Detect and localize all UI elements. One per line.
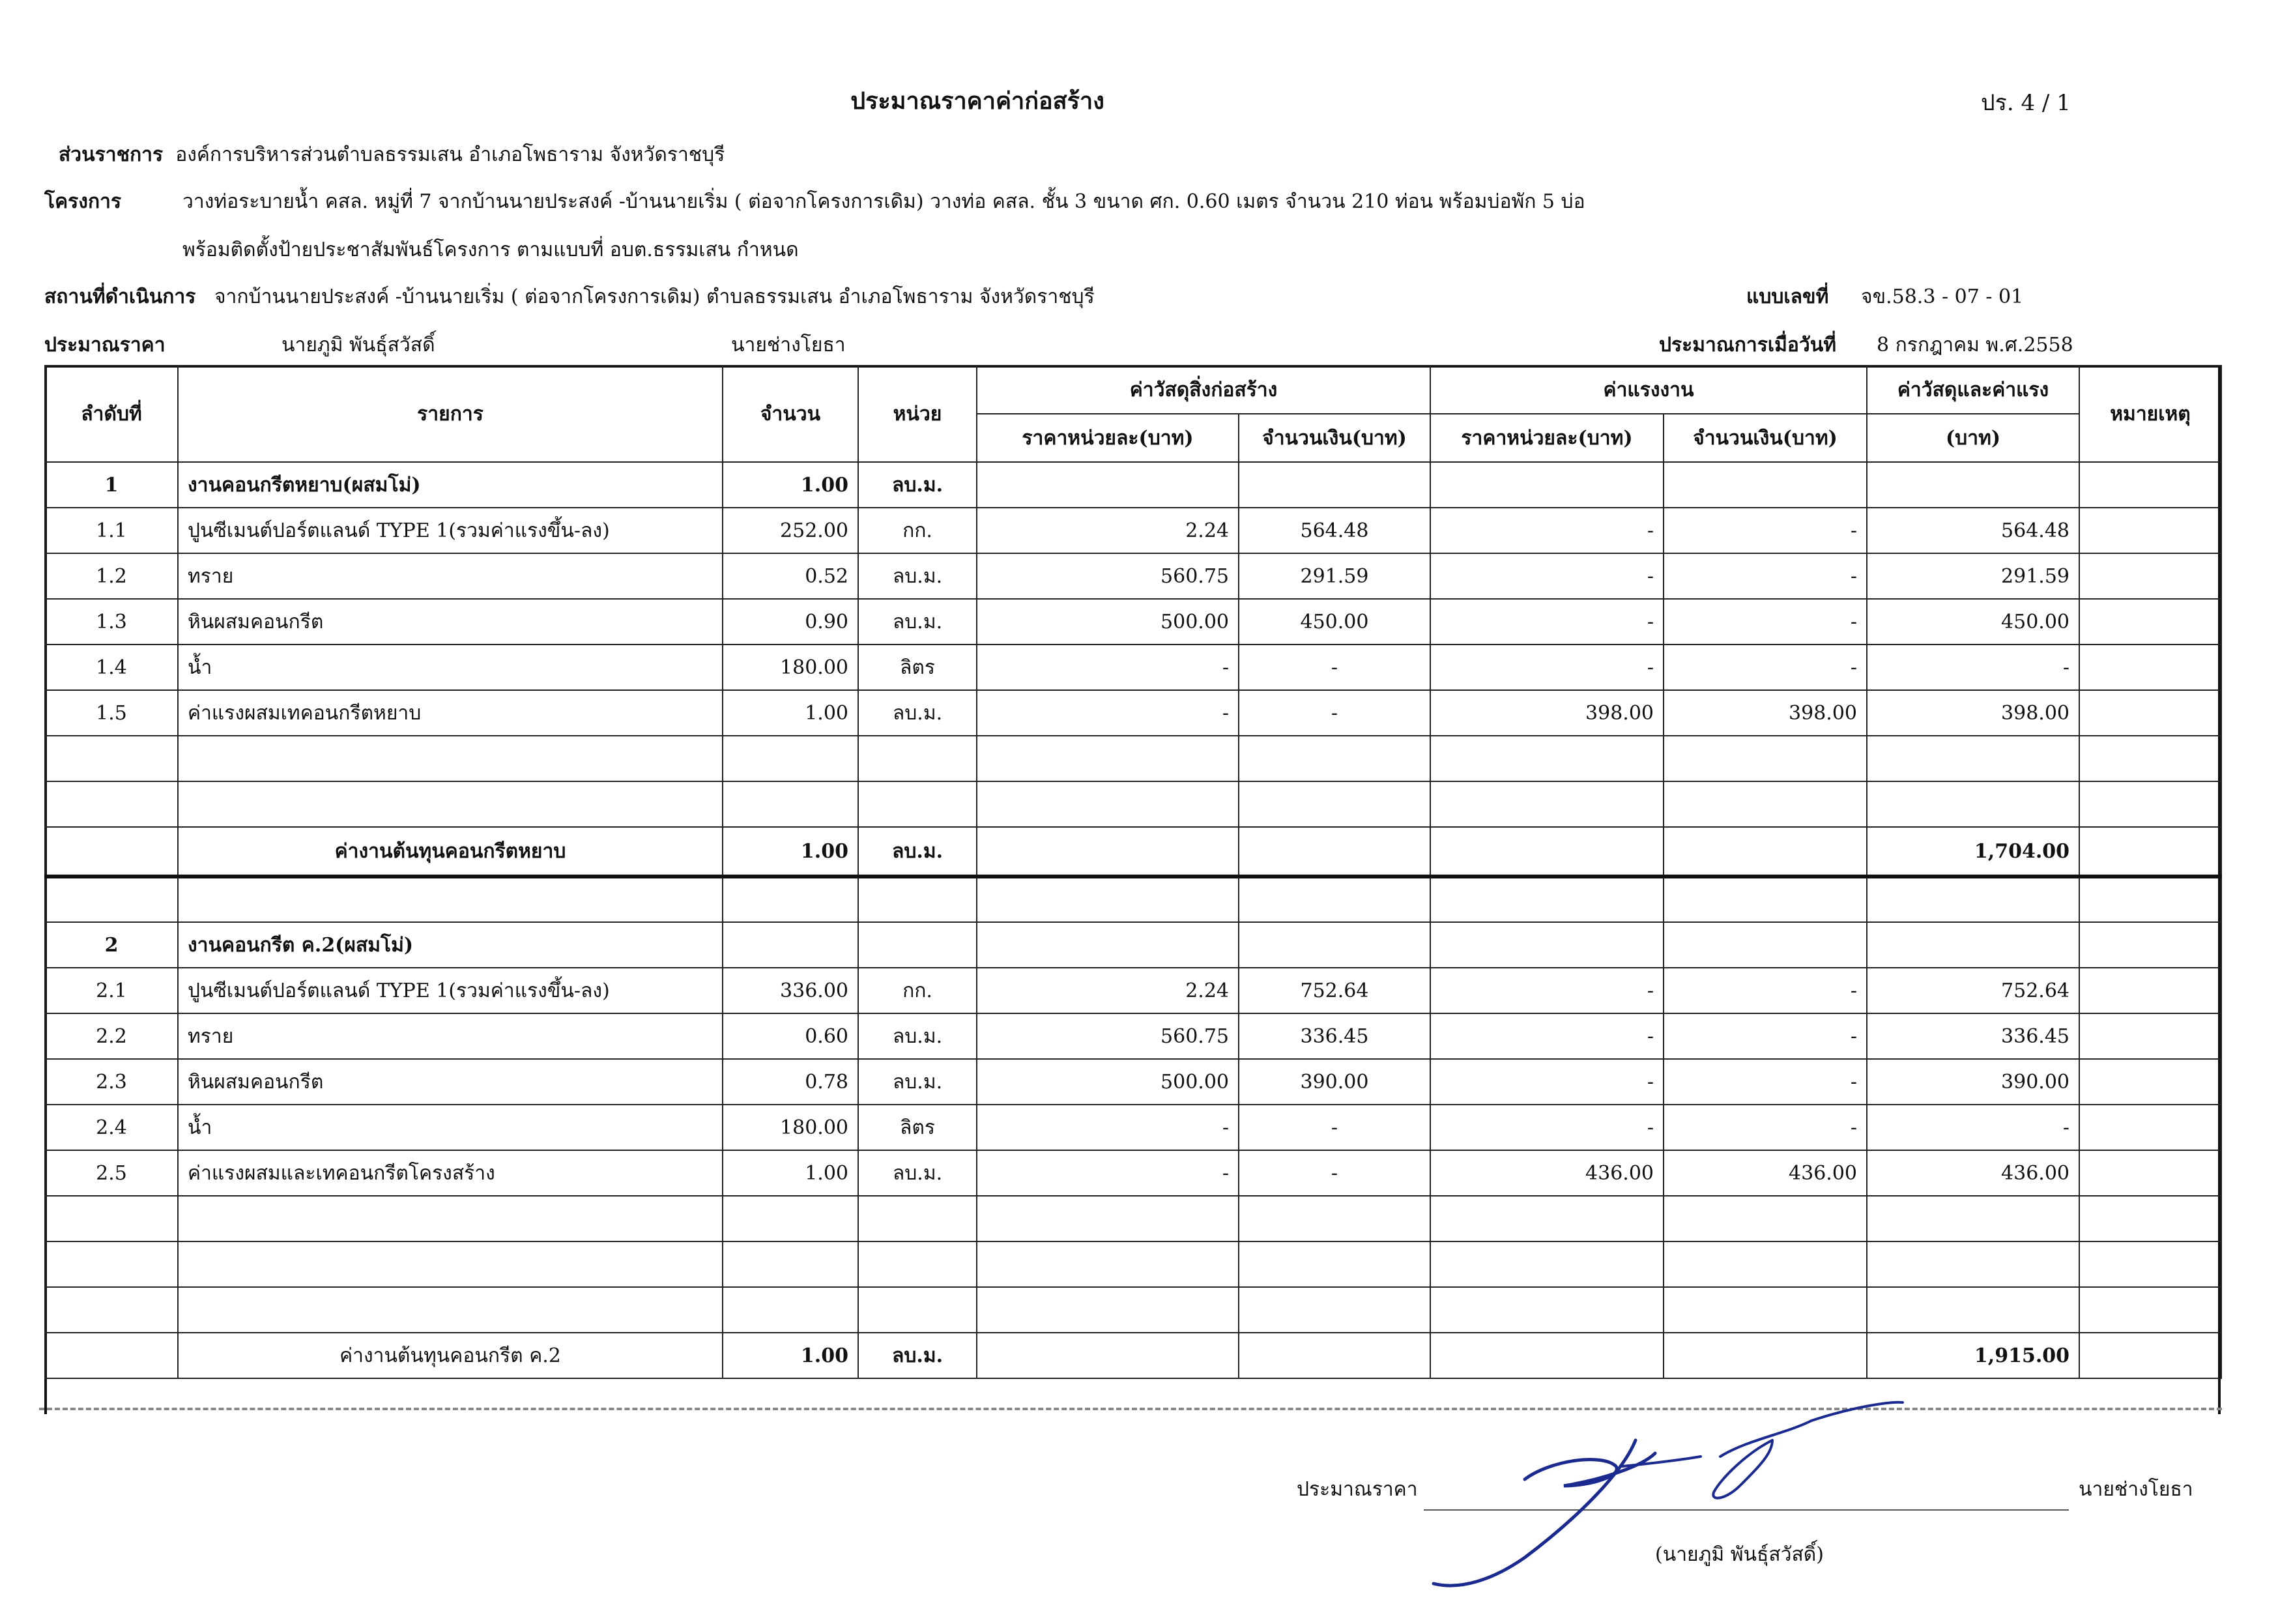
estimator-name: นายภูมิ พันธุ์สวัสดิ์ — [281, 334, 435, 356]
empty-cell — [178, 736, 723, 781]
cell-qty: 0.60 — [723, 1013, 858, 1059]
empty-cell — [1430, 827, 1664, 877]
cell-item: ค่าแรงผสมและเทคอนกรีตโครงสร้าง — [178, 1150, 723, 1196]
empty-cell — [45, 1287, 178, 1333]
empty-cell — [977, 736, 1239, 781]
header-item: รายการ — [178, 366, 723, 462]
cell-no: 2.3 — [45, 1059, 178, 1105]
subtotal-unit: ลบ.ม. — [858, 1333, 977, 1378]
cell-labor-amount: - — [1664, 508, 1867, 553]
cell-no: 1.2 — [45, 553, 178, 599]
estimator-label: ประมาณราคา — [44, 334, 166, 356]
project-label: โครงการ — [44, 190, 122, 213]
empty-cell — [45, 1241, 178, 1287]
cell-labor-unit-price — [1430, 462, 1664, 508]
cell-labor-unit-price: - — [1430, 599, 1664, 645]
cell-material-amount: - — [1239, 690, 1430, 736]
plan-number-label: แบบเลขที่ — [1746, 285, 1829, 308]
empty-cell — [1430, 736, 1664, 781]
empty-cell — [1867, 877, 2079, 922]
cell-labor-amount: - — [1664, 1013, 1867, 1059]
cell-qty: 180.00 — [723, 1105, 858, 1150]
empty-cell — [1664, 1287, 1867, 1333]
empty-row — [45, 1287, 2221, 1333]
subtotal-qty: 1.00 — [723, 1333, 858, 1378]
estimate-date-value: 8 กรกฎาคม พ.ศ.2558 — [1877, 334, 2073, 356]
cell-unit: ลบ.ม. — [858, 462, 977, 508]
empty-cell — [1239, 1333, 1430, 1378]
cell-item: งานคอนกรีต ค.2(ผสมโม่) — [178, 922, 723, 968]
cell-item: ปูนซีเมนต์ปอร์ตแลนด์ TYPE 1(รวมค่าแรงขึ้น-ลง) — [178, 968, 723, 1013]
cell-material-amount — [1239, 462, 1430, 508]
cell-unit: ลบ.ม. — [858, 553, 977, 599]
empty-row — [45, 877, 2221, 922]
empty-row — [45, 736, 2221, 781]
signature-left-label: ประมาณราคา — [1297, 1478, 1418, 1501]
cell-remark — [2079, 690, 2221, 736]
table-row — [45, 508, 2221, 553]
cell-labor-unit-price: - — [1430, 553, 1664, 599]
empty-cell — [1664, 1196, 1867, 1241]
table-row — [45, 553, 2221, 599]
subtotal-total: 1,704.00 — [1867, 827, 2079, 877]
cell-labor-unit-price: 398.00 — [1430, 690, 1664, 736]
plan-number-value: จข.58.3 - 07 - 01 — [1861, 285, 2024, 308]
cell-item: น้ำ — [178, 645, 723, 690]
empty-row — [45, 1196, 2221, 1241]
cell-total: 436.00 — [1867, 1150, 2079, 1196]
empty-cell — [178, 781, 723, 827]
table-row — [45, 462, 2221, 508]
header-labor-unit-price: ราคาหน่วยละ(บาท) — [1430, 414, 1664, 462]
document-title: ประมาณราคาค่าก่อสร้าง — [850, 87, 1104, 115]
cost-estimate-table — [44, 365, 2222, 1379]
cell-item: ปูนซีเมนต์ปอร์ตแลนด์ TYPE 1(รวมค่าแรงขึ้น-ลง) — [178, 508, 723, 553]
cell-total: - — [1867, 645, 2079, 690]
cell-no: 2.4 — [45, 1105, 178, 1150]
cell-qty: 1.00 — [723, 690, 858, 736]
empty-cell — [2079, 736, 2221, 781]
cell-labor-amount: - — [1664, 1059, 1867, 1105]
subtotal-row — [45, 827, 2221, 877]
agency-row — [59, 139, 725, 170]
empty-cell — [45, 827, 178, 877]
empty-cell — [858, 1241, 977, 1287]
cell-remark — [2079, 599, 2221, 645]
estimate-date-label: ประมาณการเมื่อวันที่ — [1659, 334, 1837, 356]
table-row — [45, 1150, 2221, 1196]
cell-material-unit-price: - — [977, 645, 1239, 690]
empty-cell — [1867, 1287, 2079, 1333]
cell-total: 390.00 — [1867, 1059, 2079, 1105]
empty-cell — [1664, 877, 1867, 922]
cell-unit: ลิตร — [858, 1105, 977, 1150]
empty-cell — [1239, 827, 1430, 877]
empty-cell — [45, 1333, 178, 1378]
cell-unit: ลบ.ม. — [858, 1013, 977, 1059]
cell-material-amount — [1239, 922, 1430, 968]
header-labor-amount: จำนวนเงิน(บาท) — [1664, 414, 1867, 462]
cell-remark — [2079, 553, 2221, 599]
cell-unit: ลบ.ม. — [858, 599, 977, 645]
cell-no: 2.5 — [45, 1150, 178, 1196]
subtotal-unit: ลบ.ม. — [858, 827, 977, 877]
cell-remark — [2079, 462, 2221, 508]
empty-cell — [1239, 877, 1430, 922]
cell-qty: 180.00 — [723, 645, 858, 690]
table-row — [45, 922, 2221, 968]
empty-cell — [178, 1287, 723, 1333]
header-material: ค่าวัสดุสิ่งก่อสร้าง — [977, 366, 1430, 414]
cell-no: 2 — [45, 922, 178, 968]
cell-material-amount: 564.48 — [1239, 508, 1430, 553]
empty-cell — [977, 877, 1239, 922]
cell-unit: ลบ.ม. — [858, 1150, 977, 1196]
table-row — [45, 1013, 2221, 1059]
table-row — [45, 645, 2221, 690]
location-value: จากบ้านนายประสงค์ -บ้านนายเริ่ม ( ต่อจากโครงการเดิม) ตำบลธรรมเสน อำเภอโพธาราม จังหวัดราชบุรี — [214, 285, 1095, 308]
empty-cell — [723, 1287, 858, 1333]
cell-labor-unit-price: - — [1430, 1059, 1664, 1105]
header-material-unit-price: ราคาหน่วยละ(บาท) — [977, 414, 1239, 462]
signature-right-label: นายช่างโยธา — [2079, 1478, 2193, 1501]
cell-labor-unit-price: - — [1430, 968, 1664, 1013]
cell-no: 2.2 — [45, 1013, 178, 1059]
form-number: ปร. 4 / 1 — [1981, 90, 2071, 116]
cell-labor-unit-price: - — [1430, 508, 1664, 553]
agency-label: ส่วนราชการ — [59, 143, 164, 166]
empty-cell — [1430, 1241, 1664, 1287]
cell-labor-unit-price: - — [1430, 1013, 1664, 1059]
cell-material-amount: - — [1239, 1150, 1430, 1196]
cell-qty: 1.00 — [723, 462, 858, 508]
cell-remark — [2079, 968, 2221, 1013]
cell-total: 450.00 — [1867, 599, 2079, 645]
empty-cell — [858, 877, 977, 922]
empty-cell — [1239, 781, 1430, 827]
empty-cell — [2079, 1241, 2221, 1287]
cell-material-unit-price: - — [977, 1105, 1239, 1150]
location-row — [44, 282, 1095, 312]
cell-total: 398.00 — [1867, 690, 2079, 736]
empty-cell — [2079, 1287, 2221, 1333]
cell-no: 1.4 — [45, 645, 178, 690]
empty-cell — [1867, 1241, 2079, 1287]
cell-remark — [2079, 1059, 2221, 1105]
empty-cell — [723, 1241, 858, 1287]
cell-labor-amount: - — [1664, 553, 1867, 599]
cell-item: หินผสมคอนกรีต — [178, 1059, 723, 1105]
cell-item: งานคอนกรีตหยาบ(ผสมโม่) — [178, 462, 723, 508]
empty-cell — [1430, 781, 1664, 827]
cell-labor-amount: - — [1664, 599, 1867, 645]
subtotal-row — [45, 1333, 2221, 1378]
cell-remark — [2079, 508, 2221, 553]
empty-row — [45, 1241, 2221, 1287]
empty-cell — [1239, 736, 1430, 781]
header-qty: จำนวน — [723, 366, 858, 462]
empty-cell — [723, 736, 858, 781]
cell-no: 2.1 — [45, 968, 178, 1013]
cell-remark — [2079, 1105, 2221, 1150]
empty-cell — [1239, 1287, 1430, 1333]
empty-cell — [977, 827, 1239, 877]
header-remark: หมายเหตุ — [2079, 366, 2221, 462]
cell-qty: 0.52 — [723, 553, 858, 599]
empty-cell — [2079, 827, 2221, 877]
cell-unit: ลบ.ม. — [858, 1059, 977, 1105]
empty-cell — [178, 1196, 723, 1241]
cell-total: 336.45 — [1867, 1013, 2079, 1059]
empty-cell — [977, 1333, 1239, 1378]
cell-item: ค่าแรงผสมเทคอนกรีตหยาบ — [178, 690, 723, 736]
empty-cell — [858, 781, 977, 827]
cell-material-amount: 752.64 — [1239, 968, 1430, 1013]
cell-no: 1.1 — [45, 508, 178, 553]
header-labor: ค่าแรงงาน — [1430, 366, 1867, 414]
empty-cell — [2079, 781, 2221, 827]
cell-total: 752.64 — [1867, 968, 2079, 1013]
cell-qty: 0.90 — [723, 599, 858, 645]
empty-cell — [45, 1196, 178, 1241]
cell-unit: กก. — [858, 508, 977, 553]
table-body — [45, 462, 2221, 1378]
cell-total — [1867, 462, 2079, 508]
empty-cell — [977, 781, 1239, 827]
cell-remark — [2079, 1013, 2221, 1059]
cell-no: 1.3 — [45, 599, 178, 645]
estimator-position: นายช่างโยธา — [731, 334, 846, 356]
empty-cell — [45, 877, 178, 922]
cell-labor-amount: - — [1664, 645, 1867, 690]
empty-cell — [45, 781, 178, 827]
empty-cell — [723, 1196, 858, 1241]
empty-cell — [1664, 736, 1867, 781]
cell-material-unit-price: 2.24 — [977, 508, 1239, 553]
cell-no: 1 — [45, 462, 178, 508]
cell-qty: 0.78 — [723, 1059, 858, 1105]
cell-unit: กก. — [858, 968, 977, 1013]
cell-material-amount: 336.45 — [1239, 1013, 1430, 1059]
empty-cell — [1664, 827, 1867, 877]
table-row — [45, 1105, 2221, 1150]
cell-material-unit-price — [977, 922, 1239, 968]
table-row — [45, 968, 2221, 1013]
agency-value: องค์การบริหารส่วนตำบลธรรมเสน อำเภอโพธาราม จังหวัดราชบุรี — [175, 143, 725, 166]
cell-unit — [858, 922, 977, 968]
header-unit: หน่วย — [858, 366, 977, 462]
subtotal-qty: 1.00 — [723, 827, 858, 877]
cell-item: หินผสมคอนกรีต — [178, 599, 723, 645]
cell-material-unit-price: 560.75 — [977, 1013, 1239, 1059]
cell-labor-amount: - — [1664, 1105, 1867, 1150]
header-material-amount: จำนวนเงิน(บาท) — [1239, 414, 1430, 462]
cell-total — [1867, 922, 2079, 968]
empty-cell — [1430, 1287, 1664, 1333]
cell-remark — [2079, 645, 2221, 690]
empty-cell — [723, 877, 858, 922]
empty-cell — [178, 877, 723, 922]
cell-material-amount: 390.00 — [1239, 1059, 1430, 1105]
empty-cell — [858, 1287, 977, 1333]
cell-qty: 1.00 — [723, 1150, 858, 1196]
handwritten-signature — [1407, 1395, 1916, 1590]
empty-cell — [977, 1287, 1239, 1333]
cell-labor-amount: - — [1664, 968, 1867, 1013]
empty-cell — [178, 1241, 723, 1287]
cell-labor-unit-price: - — [1430, 645, 1664, 690]
empty-cell — [2079, 877, 2221, 922]
subtotal-label: ค่างานต้นทุนคอนกรีต ค.2 — [178, 1333, 723, 1378]
cell-material-amount: - — [1239, 1105, 1430, 1150]
empty-cell — [1430, 877, 1664, 922]
cell-material-unit-price: - — [977, 1150, 1239, 1196]
empty-cell — [2079, 1196, 2221, 1241]
location-label: สถานที่ดำเนินการ — [44, 285, 196, 308]
cell-item: ทราย — [178, 553, 723, 599]
table-row — [45, 1059, 2221, 1105]
cell-labor-unit-price: - — [1430, 1105, 1664, 1150]
table-row — [45, 599, 2221, 645]
empty-cell — [1867, 1196, 2079, 1241]
empty-cell — [1867, 736, 2079, 781]
empty-cell — [1239, 1241, 1430, 1287]
cell-item: น้ำ — [178, 1105, 723, 1150]
project-line-2: พร้อมติดตั้งป้ายประชาสัมพันธ์โครงการ ตามแบบที่ อบต.ธรรมเสน กำหนด — [182, 239, 799, 261]
empty-cell — [723, 781, 858, 827]
empty-cell — [977, 1241, 1239, 1287]
cell-unit: ลิตร — [858, 645, 977, 690]
subtotal-label: ค่างานต้นทุนคอนกรีตหยาบ — [178, 827, 723, 877]
cell-qty: 336.00 — [723, 968, 858, 1013]
empty-cell — [1664, 1333, 1867, 1378]
empty-row — [45, 781, 2221, 827]
cell-unit: ลบ.ม. — [858, 690, 977, 736]
cell-total: 291.59 — [1867, 553, 2079, 599]
cell-material-amount: 450.00 — [1239, 599, 1430, 645]
cell-remark — [2079, 1150, 2221, 1196]
cell-no: 1.5 — [45, 690, 178, 736]
empty-cell — [1664, 781, 1867, 827]
empty-cell — [858, 1196, 977, 1241]
cell-material-unit-price: 500.00 — [977, 1059, 1239, 1105]
cell-material-amount: 291.59 — [1239, 553, 1430, 599]
header-no: ลำดับที่ — [45, 366, 178, 462]
cell-labor-amount — [1664, 922, 1867, 968]
cell-material-unit-price — [977, 462, 1239, 508]
cell-material-unit-price: - — [977, 690, 1239, 736]
cell-total: 564.48 — [1867, 508, 2079, 553]
project-line-1: วางท่อระบายน้ำ คสล. หมู่ที่ 7 จากบ้านนายประสงค์ -บ้านนายเริ่ม ( ต่อจากโครงการเดิม) วางท่อ คสล. ชั้น 3 ขนาด ศก. 0.60 เมตร จำนวน 210 ท่อน พร้อมบ่อพัก 5 บ่อ — [182, 190, 1585, 213]
signer-name: (นายภูมิ พันธุ์สวัสดิ์) — [1655, 1543, 1824, 1566]
subtotal-total: 1,915.00 — [1867, 1333, 2079, 1378]
empty-cell — [1867, 781, 2079, 827]
empty-cell — [1664, 1241, 1867, 1287]
cell-qty: 252.00 — [723, 508, 858, 553]
cell-labor-unit-price — [1430, 922, 1664, 968]
empty-cell — [1430, 1333, 1664, 1378]
empty-cell — [1239, 1196, 1430, 1241]
cell-material-amount: - — [1239, 645, 1430, 690]
cell-labor-amount — [1664, 462, 1867, 508]
cell-labor-amount: 398.00 — [1664, 690, 1867, 736]
empty-cell — [45, 736, 178, 781]
header-total: ค่าวัสดุและค่าแรง — [1867, 366, 2079, 414]
cell-total: - — [1867, 1105, 2079, 1150]
empty-cell — [858, 736, 977, 781]
cell-labor-unit-price: 436.00 — [1430, 1150, 1664, 1196]
cell-material-unit-price: 2.24 — [977, 968, 1239, 1013]
cell-labor-amount: 436.00 — [1664, 1150, 1867, 1196]
header-total-unit: (บาท) — [1867, 414, 2079, 462]
empty-cell — [977, 1196, 1239, 1241]
empty-cell — [2079, 1333, 2221, 1378]
cell-remark — [2079, 922, 2221, 968]
table-row — [45, 690, 2221, 736]
cell-material-unit-price: 500.00 — [977, 599, 1239, 645]
cell-item: ทราย — [178, 1013, 723, 1059]
cell-qty — [723, 922, 858, 968]
empty-cell — [1430, 1196, 1664, 1241]
cell-material-unit-price: 560.75 — [977, 553, 1239, 599]
